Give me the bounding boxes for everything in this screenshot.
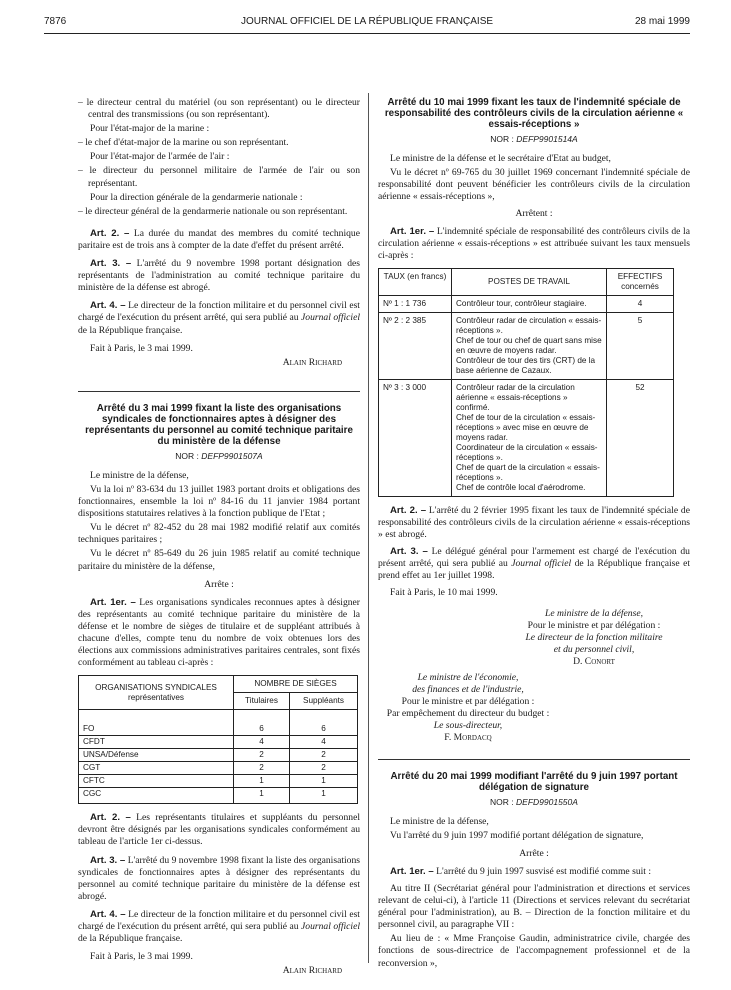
- visa: Vu l'arrêté du 9 juin 1997 modifié portant délégation de signature,: [390, 829, 644, 841]
- decree-title: Arrêté du 3 mai 1999 fixant la liste des organisations syndicales de fonctionnaires aptes à désigner des représentants du personnel au comité technique paritaire du ministère de la défense: [85, 402, 353, 447]
- article-1: Art. 1er. – L'indemnité spéciale de responsabilité des contrôleurs civils de la circulation aérienne « essais-réceptions » est attribuée suivant les taux mensuels ci-après :: [378, 225, 690, 261]
- section-separator: [378, 759, 690, 761]
- list-item: – le directeur central du matériel (ou son représentant) ou le directeur central des transmissions (ou son représentant).: [78, 97, 360, 121]
- list-item: Pour l'état-major de l'armée de l'air :: [90, 151, 230, 163]
- list-item: – le directeur général de la gendarmerie nationale ou son représentant.: [78, 205, 348, 217]
- table-row: CGT 2 2: [79, 762, 358, 775]
- column-divider: [368, 93, 369, 963]
- table-header-sieges: NOMBRE DE SIÈGES: [234, 676, 358, 693]
- visa: Vu le décret nº 85-649 du 26 juin 1985 relatif au comité technique paritaire du ministère de la défense,: [78, 548, 360, 572]
- visa: Vu la loi nº 83-634 du 13 juillet 1983 portant droits et obligations des fonctionnaires, ensemble la loi nº 84-16 du 11 janvier 1984 portant dispositions statutaires relatives à la fonction publique de l'Etat ;: [78, 483, 360, 520]
- article-1: Art. 1er. – L'arrêté du 9 juin 1997 susvisé est modifié comme suit :: [390, 865, 652, 877]
- left-column: [78, 97, 360, 979]
- article-3: Art. 3. – L'arrêté du 9 novembre 1998 portant désignation des représentants de l'administration au comité technique paritaire du ministère de la défense est abrogé.: [78, 258, 360, 294]
- header-rule: [44, 33, 690, 34]
- table-header-effectifs: EFFECTIFS concernés: [607, 268, 674, 295]
- list-item: – le directeur du personnel militaire de l'armée de l'air ou son représentant.: [78, 165, 360, 189]
- table-header-postes: POSTES DE TRAVAIL: [452, 268, 607, 295]
- signature: Alain Richard: [282, 965, 342, 977]
- article-2: Art. 2. – La durée du mandat des membres du comité technique paritaire est de trois ans à compter de la date d'effet du présent arrêté.: [78, 227, 360, 251]
- table-header-org: ORGANISATIONS SYNDICALES représentatives: [79, 676, 234, 710]
- signature-block-defense: Le ministre de la défense, Pour le ministre et par délégation : Le directeur de la fonction militaire et du personnel civil, D. Conort: [525, 607, 663, 667]
- nor-reference: NOR : DEFP9901514A: [490, 134, 578, 144]
- right-column: [378, 97, 690, 972]
- table-header-taux: TAUX (en francs): [379, 268, 452, 295]
- table-row: FO 6 6: [79, 710, 358, 736]
- article-3: Art. 3. – L'arrêté du 9 novembre 1998 fixant la liste des organisations syndicales de fonctionnaires aptes à désigner des représentants du personnel au comité technique paritaire du ministère de la défense est abrogé.: [78, 854, 360, 902]
- fait-a-paris: Fait à Paris, le 3 mai 1999.: [90, 951, 193, 963]
- preamble: Le ministre de la défense,: [390, 815, 489, 827]
- preamble: Le ministre de la défense,: [90, 469, 189, 481]
- list-item: – le chef d'état-major de la marine ou son représentant.: [78, 137, 289, 149]
- page-number: 7876: [44, 16, 67, 27]
- signature: Alain Richard: [282, 356, 342, 368]
- article-4: Art. 4. – Le directeur de la fonction militaire et du personnel civil est chargé de l'exécution du présent arrêté, qui sera publié au Journal officiel de la République française.: [78, 908, 360, 945]
- visa: Vu le décret nº 82-452 du 28 mai 1982 modifié relatif aux comités techniques paritaires ;: [78, 522, 360, 546]
- article-2: Art. 2. – L'arrêté du 2 février 1995 fixant les taux de l'indemnité spéciale de responsabilité des contrôleurs civils de la circulation aérienne « essais-réceptions » est abrogé.: [378, 504, 690, 541]
- table-row: UNSA/Défense 2 2: [79, 749, 358, 762]
- table-row: Nº 1 : 1 736 Contrôleur tour, contrôleur stagiaire. 4: [379, 295, 674, 312]
- nor-reference: NOR : DEFD9901550A: [490, 796, 578, 807]
- journal-title: JOURNAL OFFICIEL DE LA RÉPUBLIQUE FRANÇAISE: [240, 16, 494, 27]
- article-2: Art. 2. – Les représentants titulaires et suppléants du personnel devront être désignés par les organisations syndicales conformément au tableau de l'article 1er ci-dessus.: [78, 812, 360, 848]
- visa: Vu le décret nº 69-765 du 30 juillet 1969 concernant l'indemnité spéciale de responsabilité dont peuvent bénéficier les contrôleurs civils de la circulation aérienne « essais-réceptions »,: [378, 167, 690, 203]
- arrete-heading: Arrête :: [519, 847, 549, 859]
- table-row: Nº 2 : 2 385 Contrôleur radar de circulation « essais-réceptions ». Chef de tour ou chef de quart sans mise en œuvre de moyens radar. Contrôleur de tour des tirs (CRT) de la base aérienne de Cazaux. 5: [379, 312, 674, 379]
- page-header: [44, 16, 690, 30]
- table-header-titulaires: Titulaires: [234, 693, 290, 710]
- paragraph: Au lieu de : « Mme Françoise Gaudin, administratrice civile, chargée des fonctions de sous-directrice de l'accompagnement professionnel et de la reconversion »,: [378, 933, 690, 969]
- preamble: Le ministre de la défense et le secrétaire d'Etat au budget,: [390, 153, 611, 165]
- list-item: Pour la direction générale de la gendarmerie nationale :: [90, 191, 303, 203]
- table-row: Nº 3 : 3 000 Contrôleur radar de la circulation aérienne « essais-réceptions » confirmé. Chef de tour de la circulation « essais-réceptions » avec mise en œuvre de moyens radar. Coordinateur de la circulation « essais-réceptions ». Chef de quart de la circulation « essais-réceptions ». Chef de contrôle local d'aérodrome. 52: [379, 379, 674, 496]
- article-4: Art. 4. – Le directeur de la fonction militaire et du personnel civil est chargé de l'exécution du présent arrêté, qui sera publié au Journal officiel de la République française.: [78, 300, 360, 336]
- signature-block-economie: Le ministre de l'économie, des finances et de l'industrie, Pour le ministre et par délégation : Par empêchement du directeur du budget : Le sous-directeur, F. Mordacq: [386, 671, 550, 744]
- syndicates-table: [78, 675, 358, 804]
- rates-table: [378, 268, 674, 497]
- table-row: CGC 1 1: [79, 788, 358, 804]
- article-1: Art. 1er. – Les organisations syndicales reconnues aptes à désigner des représentants au comité technique paritaire du ministère de la défense et le nombre de sièges de titulaire et de suppléant attribués à chacune d'elles, compte tenu du nombre de voix obtenues lors des élections aux commissions administratives paritaires centrales, sont fixés conformément au tableau ci-après :: [78, 596, 361, 669]
- fait-a-paris: Fait à Paris, le 10 mai 1999.: [390, 587, 498, 599]
- list-item: Pour l'état-major de la marine :: [90, 123, 210, 135]
- arrete-heading: Arrêtent :: [515, 208, 553, 220]
- table-row: CFTC 1 1: [79, 775, 358, 788]
- decree-title: Arrêté du 20 mai 1999 modifiant l'arrêté du 9 juin 1997 portant délégation de signature: [390, 770, 678, 793]
- decree-title: Arrêté du 10 mai 1999 fixant les taux de l'indemnité spéciale de responsabilité des contrôleurs civils de la circulation aérienne « essais-réceptions »: [384, 97, 684, 130]
- table-header-suppleants: Suppléants: [290, 693, 358, 710]
- table-row: CFDT 4 4: [79, 736, 358, 749]
- fait-a-paris: Fait à Paris, le 3 mai 1999.: [90, 342, 193, 354]
- article-3: Art. 3. – Le délégué général pour l'armement est chargé de l'exécution du présent arrêté, qui sera publié au Journal officiel de la République française et prend effet au 1er juillet 1998.: [378, 546, 691, 582]
- arrete-heading: Arrête :: [204, 578, 234, 590]
- nor-reference: NOR : DEFP9901507A: [175, 450, 263, 461]
- section-separator: [78, 391, 360, 393]
- paragraph: Au titre II (Secrétariat général pour l'administration et directions et services relevant de celui-ci), à l'article 11 (Directions et services relevant du secrétariat général pour l'administration), au B. – Direction de la fonction militaire et du personnel civil, au paragraphe VII :: [378, 883, 690, 931]
- issue-date: 28 mai 1999: [634, 16, 690, 27]
